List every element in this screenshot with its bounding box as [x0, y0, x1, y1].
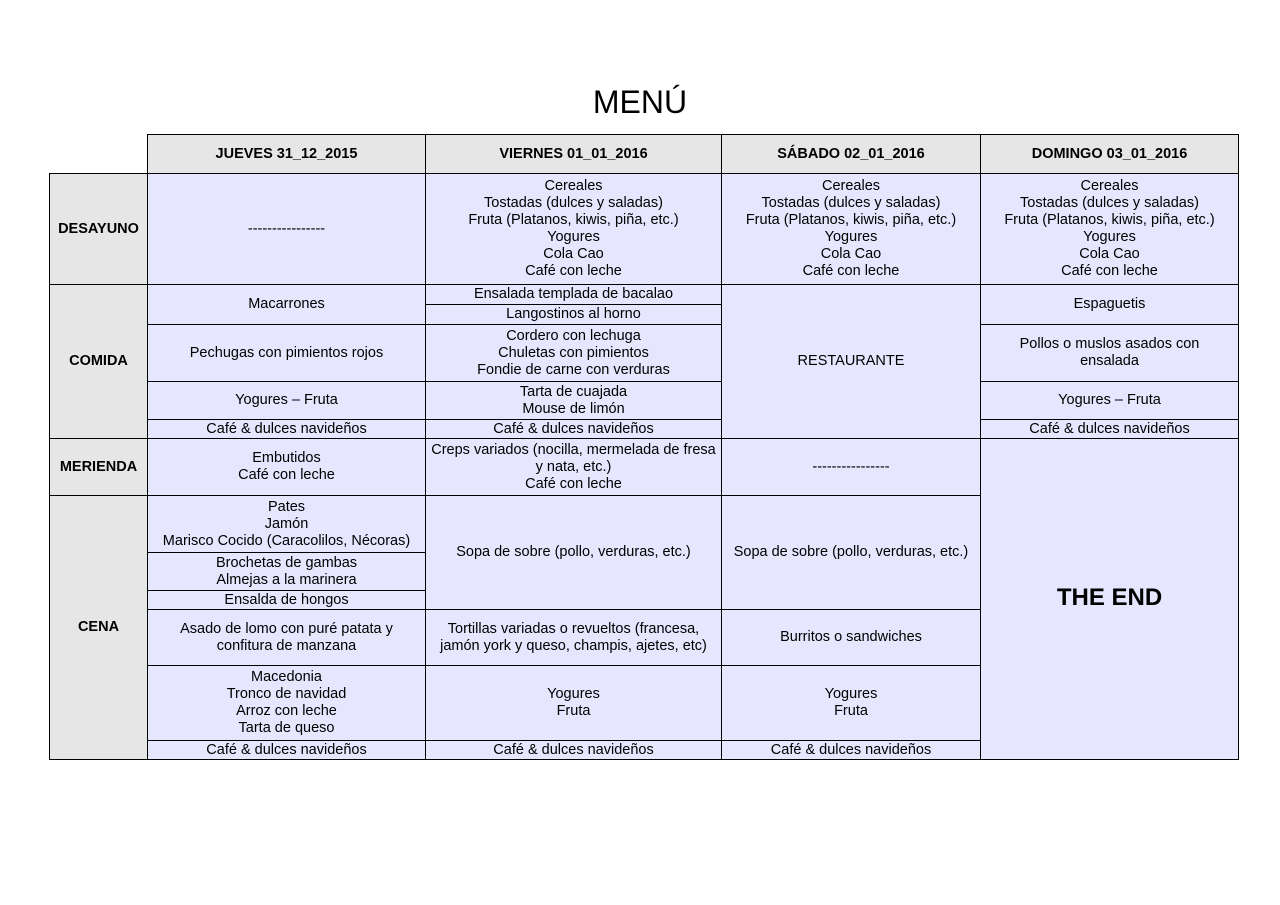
menu-item: Café con leche — [525, 263, 622, 279]
menu-item: Chuletas con pimientos — [498, 344, 649, 361]
menu-item: Pates — [267, 498, 306, 515]
cena-jueves-coffee: Café & dulces navideños — [148, 741, 426, 760]
comida-viernes-second — [426, 325, 722, 382]
cena-viernes-dessert — [426, 666, 722, 741]
menu-item: Tarta de cuajada — [519, 383, 628, 400]
menu-item: Tortillas variadas o revueltos (francesa, jamón york y queso, champis, ajetes, etc) — [440, 620, 707, 654]
menu-item: Cordero con lechuga — [506, 327, 641, 344]
menu-item: Macedonia — [251, 669, 322, 685]
comida-jueves-first: Macarrones — [148, 285, 426, 325]
day-header-viernes: VIERNES 01_01_2016 — [426, 135, 722, 174]
menu-item: Fruta (Platanos, kiwis, piña, etc.) — [468, 212, 679, 228]
menu-item: Tronco de navidad — [226, 686, 347, 702]
meal-label-desayuno: DESAYUNO — [50, 174, 148, 285]
menu-item: Embutidos — [252, 450, 321, 466]
comida-jueves-dessert: Yogures – Fruta — [148, 382, 426, 420]
day-header-jueves: JUEVES 31_12_2015 — [148, 135, 426, 174]
menu-item: Café con leche — [1061, 263, 1158, 279]
menu-item: Yogures — [547, 686, 600, 702]
menu-item: Fruta — [556, 703, 591, 719]
domingo-the-end — [981, 439, 1239, 760]
comida-jueves-coffee: Café & dulces navideños — [148, 420, 426, 439]
cena-sabado-second: Burritos o sandwiches — [722, 610, 981, 666]
cena-jueves-first-c: Ensalda de hongos — [148, 591, 426, 610]
merienda-jueves — [148, 439, 426, 496]
merienda-viernes — [426, 439, 722, 496]
menu-item: Fruta — [834, 703, 868, 719]
meal-label-merienda: MERIENDA — [50, 439, 148, 496]
menu-item: Cereales — [821, 178, 881, 194]
comida-domingo-first: Espaguetis — [981, 285, 1239, 325]
desayuno-jueves: ---------------- — [148, 174, 426, 285]
menu-item: Almejas a la marinera — [216, 571, 357, 588]
menu-item: Cola Cao — [1079, 246, 1140, 262]
menu-item: Cola Cao — [820, 246, 882, 262]
meal-label-cena: CENA — [50, 496, 148, 760]
cena-jueves-dessert — [148, 666, 426, 741]
menu-item: Cola Cao — [543, 246, 604, 262]
page-title: MENÚ — [592, 84, 688, 120]
menu-item: Yogures — [824, 229, 878, 245]
cena-sabado-coffee: Café & dulces navideños — [722, 741, 981, 760]
menu-item: Café con leche — [802, 263, 900, 279]
menu-item: Tostadas (dulces y saladas) — [1020, 195, 1199, 211]
menu-item: Brochetas de gambas — [215, 554, 358, 571]
menu-item: Tarta de queso — [238, 720, 335, 736]
comida-viernes-dessert — [426, 382, 722, 420]
menu-item: Café con leche — [238, 467, 335, 483]
desayuno-domingo — [981, 174, 1239, 285]
menu-item: Yogures — [1083, 229, 1136, 245]
menu-item: Yogures — [824, 686, 878, 702]
menu-item: Café con leche — [525, 475, 622, 492]
menu-item: Arroz con leche — [236, 703, 337, 719]
comida-viernes-first-a: Ensalada templada de bacalao — [426, 285, 722, 305]
desayuno-viernes — [426, 174, 722, 285]
menu-item: Pollos o muslos asados con ensalada — [1019, 336, 1200, 369]
menu-item: Tostadas (dulces y saladas) — [484, 195, 663, 211]
comida-viernes-first-b: Langostinos al horno — [426, 305, 722, 325]
day-header-domingo: DOMINGO 03_01_2016 — [981, 135, 1239, 174]
menu-item: Marisco Cocido (Caracolilos, Nécoras) — [162, 532, 411, 549]
comida-domingo-second — [981, 325, 1239, 382]
comida-jueves-second: Pechugas con pimientos rojos — [148, 325, 426, 382]
menu-item: Yogures — [547, 229, 600, 245]
menu-table — [49, 134, 1239, 760]
comida-domingo-coffee: Café & dulces navideños — [981, 420, 1239, 439]
meal-label-comida: COMIDA — [50, 285, 148, 439]
the-end-text: THE END — [1056, 583, 1163, 611]
cena-jueves-second — [148, 610, 426, 666]
menu-item: Fondie de carne con verduras — [477, 361, 670, 378]
menu-item: Cereales — [1080, 178, 1139, 194]
day-header-sabado: SÁBADO 02_01_2016 — [722, 135, 981, 174]
cena-viernes-second — [426, 610, 722, 666]
cena-sabado-dessert — [722, 666, 981, 741]
corner-blank — [50, 135, 148, 174]
merienda-sabado: ---------------- — [722, 439, 981, 496]
menu-item: Asado de lomo con puré patata y confitura de manzana — [180, 620, 393, 654]
cena-viernes-coffee: Café & dulces navideños — [426, 741, 722, 760]
menu-item: Jamón — [264, 515, 309, 532]
cena-viernes-first: Sopa de sobre (pollo, verduras, etc.) — [426, 496, 722, 610]
comida-sabado: RESTAURANTE — [722, 285, 981, 439]
menu-item: Fruta (Platanos, kiwis, piña, etc.) — [1004, 212, 1215, 228]
cena-sabado-first: Sopa de sobre (pollo, verduras, etc.) — [722, 496, 981, 610]
cena-jueves-first-a — [148, 496, 426, 553]
menu-item: Creps variados (nocilla, mermelada de fresa y nata, etc.) — [431, 441, 716, 475]
menu-item: Tostadas (dulces y saladas) — [761, 195, 941, 211]
comida-viernes-coffee: Café & dulces navideños — [426, 420, 722, 439]
cena-jueves-first-b — [148, 553, 426, 591]
menu-item: Fruta (Platanos, kiwis, piña, etc.) — [745, 212, 957, 228]
menu-item: Mouse de limón — [522, 400, 625, 417]
menu-item: Cereales — [544, 178, 603, 194]
comida-domingo-dessert: Yogures – Fruta — [981, 382, 1239, 420]
desayuno-sabado — [722, 174, 981, 285]
